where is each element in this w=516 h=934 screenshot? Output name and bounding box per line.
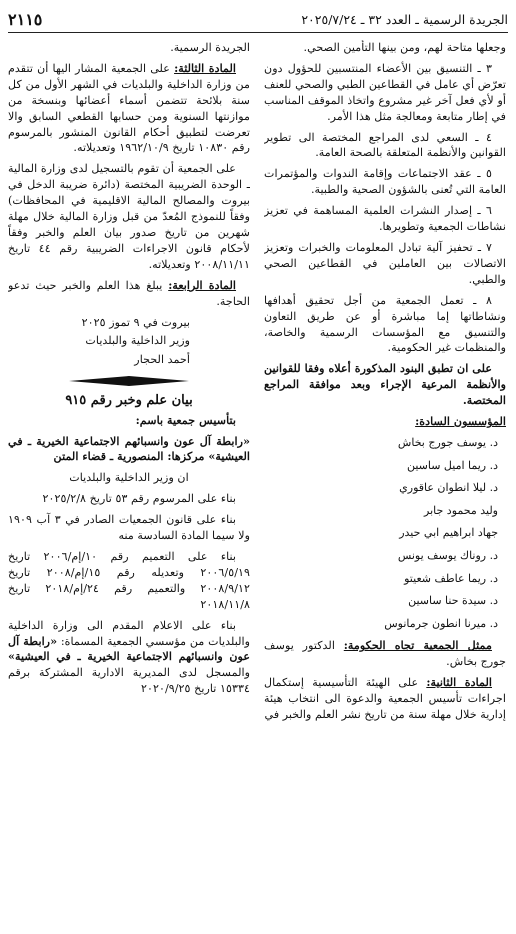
founder-item: وليد محمود جابر	[424, 503, 498, 517]
paragraph-item-6: ٦ ـ إصدار النشرات العلمية المساهمة في تعزيز نشاطات الجمعية وتطويرها.	[264, 204, 506, 234]
article-2-label: المادة الثانية:	[426, 675, 492, 690]
paragraph-continuation: الجريدة الرسمية.	[170, 41, 250, 54]
founders-list	[264, 435, 506, 631]
representative-text: الدكتور يوسف جورج بخاش.	[264, 639, 506, 669]
paragraph-condition: على ان تطبق البنود المذكورة أعلاه وفقا للقوانين والأنظمة المرعية الإجراء وبعد موافقة المراجع المختصة.	[264, 361, 506, 408]
notice-text-a: بناء على الاعلام المقدم الى وزارة الداخلية والبلديات من مؤسسي الجمعية المسماة:	[8, 618, 250, 648]
paragraph-item-8: ٨ ـ تعمل الجمعية من أجل تحقيق أهدافها ونشاطاتها إما مباشرة أو عن طريق التعاون والتنسيق مع المؤسسات الرسمية والخاصة، والمنظمات غير الحكومية.	[264, 293, 506, 355]
signature-date: بيروت في ٩ تموز ٢٠٢٥	[81, 315, 190, 329]
founder-item: د. ليلا انطوان عاقوري	[399, 481, 498, 495]
founder-item: جهاد ابراهيم ابي حيدر	[399, 526, 498, 540]
founder-item: د. يوسف جورج بخاش	[397, 435, 498, 449]
section-divider	[8, 376, 250, 386]
notice-subtitle: بتأسيس جمعية باسم:	[135, 412, 236, 427]
representative-label: ممثل الجمعية تجاه الحكومة:	[343, 638, 492, 653]
divider-ornament	[69, 376, 189, 386]
paragraph-item-4: ٤ ـ السعي لدى المراجع المختصة الى تطوير القوانين والأنظمة المتعلقة بالصحة العامة.	[264, 130, 506, 160]
article-2-text: على الهيئة التأسيسية إستكمال اجراءات تأسيس الجمعية والدعوة الى انتخاب هيئة إدارية خلال مهلة سنة من تاريخ نشر العلم والخبر في	[264, 676, 506, 722]
founder-item: د. سيدة حنا ساسين	[408, 594, 498, 608]
right-column	[264, 40, 506, 930]
article-3-label: المادة الثالثة:	[174, 60, 236, 75]
page-header	[8, 6, 508, 33]
founder-item: د. ريما اميل ساسين	[406, 458, 498, 472]
article-4-label: المادة الرابعة:	[168, 277, 237, 292]
page-number: ٢١١٥	[8, 9, 43, 29]
paragraph-item-7: ٧ ـ تحفيز آلية تبادل المعلومات والخبرات وتعزيز الاتصالات بين العاملين في القطاعين الصحي والطبي.	[264, 240, 506, 286]
notice-text-name: «رابطة آل عون وانسبائهم الاجتماعية الخيرية ـ في العيشية»	[8, 633, 250, 664]
paragraph-circulars: بناء على التعميم رقم ١٠/إم/٢٠٠٦ تاريخ ٢٠٠٦/٥/١٩ وتعديله رقم ١٥/إم/٢٠٠٨ تاريخ ٢٠٠٨/٩/١٢ والتعميم رقم ٢٤/إم/٢٠١٨ تاريخ ٢٠١٨/١١/٨	[8, 550, 250, 611]
article-3-text: على الجمعية المشار اليها أن تتقدم من وزارة الداخلية والبلديات في الشهر الأول من كل سنة بلائحة تتضمن أسماء أعضائها وبنسخة من موازنتها السنوية ومن حسابها القطعي السابق والا تعرضت لتطبيق أحكام القانون المنشور بالمرسوم رقم ١٠٨٣٠ تاريخ ١٩٦٢/١٠/٩ وتعديلاته.	[8, 61, 250, 155]
notice-association-name: «رابطة آل عون وانسبائهم الاجتماعية الخيرية ـ في العيشية» مركزها: المنصورية ـ قضاء المتن	[8, 433, 250, 464]
representative-paragraph	[264, 638, 506, 670]
left-column	[8, 40, 250, 930]
paragraph-item-5: ٥ ـ عقد الاجتماعات وإقامة الندوات والمؤتمرات العامة التي تُعنى بالشؤون الصحية والطبية.	[264, 167, 506, 197]
signature-name: أحمد الحجار	[134, 353, 190, 367]
notice-text-b: والمسجل لدى المديرية الادارية المشتركة برقم ١٥٣٣٤ تاريخ ٢٠٢٠/٩/٢٥	[8, 666, 250, 696]
article-2-paragraph	[264, 675, 506, 723]
paragraph-intro: وجعلها متاحة لهم، ومن بينها التأمين الصحي.	[303, 41, 506, 54]
founder-item: د. ريما عاطف شعيتو	[404, 571, 498, 585]
signature-block	[8, 315, 250, 369]
paragraph-decree: بناء على المرسوم رقم ٥٣ تاريخ ٢٠٢٥/٢/٨	[42, 492, 236, 506]
founders-heading-line	[264, 414, 506, 430]
founder-item: د. روناك يوسف يونس	[397, 548, 498, 562]
founder-item: د. ميرنا انطون جرمانوس	[384, 616, 498, 630]
paragraph-tax-registration: على الجمعية أن تقوم بالتسجيل لدى وزارة المالية ـ الوحدة الضريبية المختصة (دائرة ضريبة الدخل في بيروت والمصالح المالية الاقليمية في المحافظات) وفقاً للنموذج المُعدّ من قبل وزارة المالية خلال مهلة شهرين من تاريخ صدور بيان العلم والخبر وفقاً لأحكام قانون الاجراءات الضريبية رقم ٤٤ تاريخ ٢٠٠٨/١١/١١ وتعديلاته.	[8, 162, 250, 271]
article-4-paragraph	[8, 278, 250, 310]
gazette-title: الجريدة الرسمية ـ العدد ٣٢ ـ ٢٠٢٥/٧/٢٤	[301, 11, 508, 27]
paragraph-minister: ان وزير الداخلية والبلديات	[69, 471, 189, 485]
signature-title: وزير الداخلية والبلديات	[85, 334, 190, 348]
notice-title: بيان علم وخبر رقم ٩١٥	[65, 393, 193, 409]
paragraph-law: بناء على قانون الجمعيات الصادر في ٣ آب ١٩٠٩ ولا سيما المادة السادسة منه	[8, 513, 250, 543]
article-4-text: يبلغ هذا العلم والخبر حيث تدعو الحاجة.	[8, 278, 250, 308]
article-3-paragraph	[8, 61, 250, 156]
paragraph-notice	[8, 618, 250, 698]
founders-heading: المؤسسون السادة:	[415, 414, 506, 429]
paragraph-item-3: ٣ ـ التنسيق بين الأعضاء المنتسبين للحؤول دون تعرّض أي عامل في القطاعين الطبي والصحي للعنف أو لأي فعل آخر غير مشروع واتخاذ الموقف المناسب في إطار متابعة ومعالجة مثل هذا الأمر.	[264, 61, 506, 123]
